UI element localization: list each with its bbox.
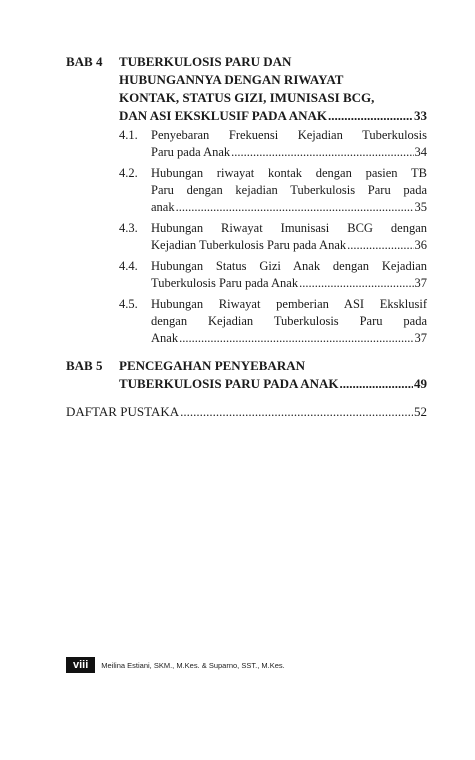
section-4-2-entry[interactable]	[119, 165, 427, 216]
chapter-5-title-line: TUBERKULOSIS PARU PADA ANAK	[119, 376, 339, 391]
dot-leader	[176, 199, 414, 216]
section-4-4-entry[interactable]	[119, 258, 427, 292]
bibliography-label: DAFTAR PUSTAKA	[66, 404, 180, 419]
section-page: 36	[414, 238, 427, 252]
section-number: 4.5.	[119, 297, 138, 311]
section-4-1-entry[interactable]	[119, 127, 427, 161]
section-title-line: Hubungan Status Gizi Anak dengan Kejadian	[151, 259, 427, 273]
section-page: 37	[414, 276, 427, 290]
section-title-line: Hubungan Riwayat Imunisasi BCG dengan	[151, 221, 427, 235]
dot-leader	[231, 144, 413, 161]
section-title-line: Paru pada Anak	[151, 145, 231, 159]
page-footer	[66, 657, 285, 673]
chapter-4-page: 33	[414, 108, 427, 123]
chapter-5-title-line: PENCEGAHAN PENYEBARAN	[119, 358, 305, 373]
section-title-line: Tuberkulosis Paru pada Anak	[151, 276, 299, 290]
section-title-line: Paru dengan kejadian Tuberkulosis Paru pada	[151, 183, 427, 197]
dot-leader	[328, 107, 413, 125]
section-page: 35	[414, 200, 427, 214]
page-number-badge: viii	[66, 657, 95, 673]
table-of-contents	[66, 53, 427, 421]
section-page: 37	[414, 331, 427, 345]
section-title-line: dengan Kejadian Tuberkulosis Paru pada	[151, 314, 427, 328]
section-number: 4.2.	[119, 166, 138, 180]
dot-leader	[180, 403, 413, 421]
chapter-4-title-line: KONTAK, STATUS GIZI, IMUNISASI BCG,	[119, 90, 375, 105]
section-title-line: anak	[151, 200, 175, 214]
section-number: 4.3.	[119, 221, 138, 235]
dot-leader	[179, 330, 413, 347]
section-title-line: Hubungan riwayat kontak dengan pasien TB	[151, 166, 427, 180]
chapter-4-title-line: HUBUNGANNYA DENGAN RIWAYAT	[119, 72, 344, 87]
chapter-4-entry[interactable]	[66, 53, 427, 347]
dot-leader	[299, 275, 413, 292]
section-title-line: Hubungan Riwayat pemberian ASI Eksklusif	[151, 297, 427, 311]
section-number: 4.1.	[119, 128, 138, 142]
chapter-5-label: BAB 5	[66, 358, 103, 373]
chapter-5-page: 49	[414, 376, 427, 391]
section-title-line: Penyebaran Frekuensi Kejadian Tuberkulosis	[151, 128, 427, 142]
chapter-4-label: BAB 4	[66, 54, 103, 69]
footer-authors: Meilina Estiani, SKM., M.Kes. & Suparno, SST., M.Kes.	[101, 660, 285, 670]
section-4-3-entry[interactable]	[119, 220, 427, 254]
bibliography-page: 52	[414, 404, 427, 419]
section-title-line: Anak	[151, 331, 179, 345]
chapter-4-title-line: TUBERKULOSIS PARU DAN	[119, 54, 292, 69]
dot-leader	[347, 237, 413, 254]
section-number: 4.4.	[119, 259, 138, 273]
dot-leader	[339, 375, 413, 393]
section-page: 34	[414, 145, 427, 159]
section-title-line: Kejadian Tuberkulosis Paru pada Anak	[151, 238, 347, 252]
chapter-5-entry[interactable]	[66, 357, 427, 393]
chapter-4-title-line: DAN ASI EKSKLUSIF PADA ANAK	[119, 108, 328, 123]
section-4-5-entry[interactable]	[119, 296, 427, 347]
bibliography-entry[interactable]	[66, 403, 427, 421]
